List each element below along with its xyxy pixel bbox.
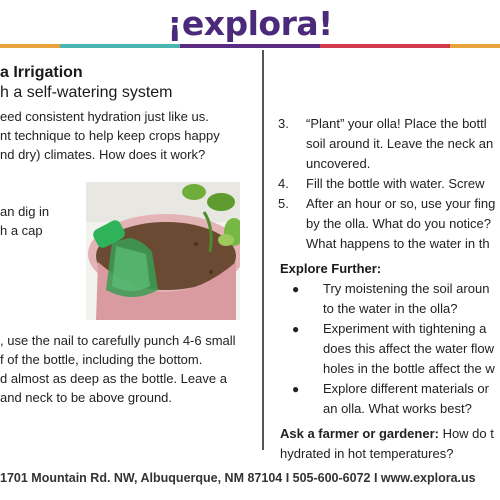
ask-farmer-line-2: hydrated in hot temperatures?: [280, 446, 454, 461]
explore-item-line: holes in the bottle affect the w: [323, 361, 495, 376]
explore-further-heading: Explore Further:: [280, 261, 382, 276]
step-number: 4.: [278, 176, 289, 191]
explore-item-line: Experiment with tightening a: [323, 321, 487, 336]
explora-logo: ¡explora!: [167, 4, 333, 43]
step-line: by the olla. What do you notice?: [306, 216, 492, 231]
step-number: 3.: [278, 116, 289, 131]
intro-line: eed consistent hydration just like us.: [0, 109, 209, 124]
ask-farmer-line: [280, 424, 494, 444]
activity-title: a Irrigation: [0, 64, 83, 81]
step-line: soil around it. Leave the neck an: [306, 136, 494, 151]
olla-bottle-photo: [86, 182, 240, 320]
bullet-dot: ●: [292, 382, 300, 396]
explore-item-line: to the water in the olla?: [323, 301, 458, 316]
explore-item-line: does this affect the water flow: [323, 341, 495, 356]
ask-farmer-text: How do t: [438, 426, 494, 441]
stripe-orange: [0, 44, 60, 48]
step-line: “Plant” your olla! Place the bottl: [306, 116, 487, 131]
bullet-dot: ●: [292, 322, 300, 336]
step-text-line: and neck to be above ground.: [0, 390, 173, 405]
step-line: Fill the bottle with water. Screw: [306, 176, 485, 191]
intro-line: nd dry) climates. How does it work?: [0, 147, 206, 162]
step-line: After an hour or so, use your fing: [306, 196, 496, 211]
step-text-line: d almost as deep as the bottle. Leave a: [0, 371, 227, 386]
step-text-line: , use the nail to carefully punch 4-6 small: [0, 333, 236, 348]
step-number: 5.: [278, 196, 289, 211]
footer-contact: 1701 Mountain Rd. NW, Albuquerque, NM 87104 I 505-600-6072 I www.explora.us: [0, 471, 476, 485]
stripe-teal: [60, 44, 180, 48]
intro-line: nt technique to help keep crops happy: [0, 128, 220, 143]
materials-line: an dig in: [0, 204, 50, 219]
stripe-orange-end: [450, 44, 500, 48]
stripe-red: [320, 44, 450, 48]
activity-subtitle: h a self-watering system: [0, 84, 173, 101]
step-text-line: f of the bottle, including the bottom.: [0, 352, 203, 367]
materials-line: h a cap: [0, 223, 43, 238]
bullet-dot: ●: [292, 282, 300, 296]
column-divider: [262, 50, 264, 450]
stripe-purple: [180, 44, 320, 48]
step-line: What happens to the water in th: [306, 236, 490, 251]
explore-item-line: Try moistening the soil aroun: [323, 281, 490, 296]
ask-farmer-label: Ask a farmer or gardener:: [280, 426, 439, 441]
explore-item-line: an olla. What works best?: [323, 401, 472, 416]
step-line: uncovered.: [306, 156, 371, 171]
explore-item-line: Explore different materials or: [323, 381, 489, 396]
